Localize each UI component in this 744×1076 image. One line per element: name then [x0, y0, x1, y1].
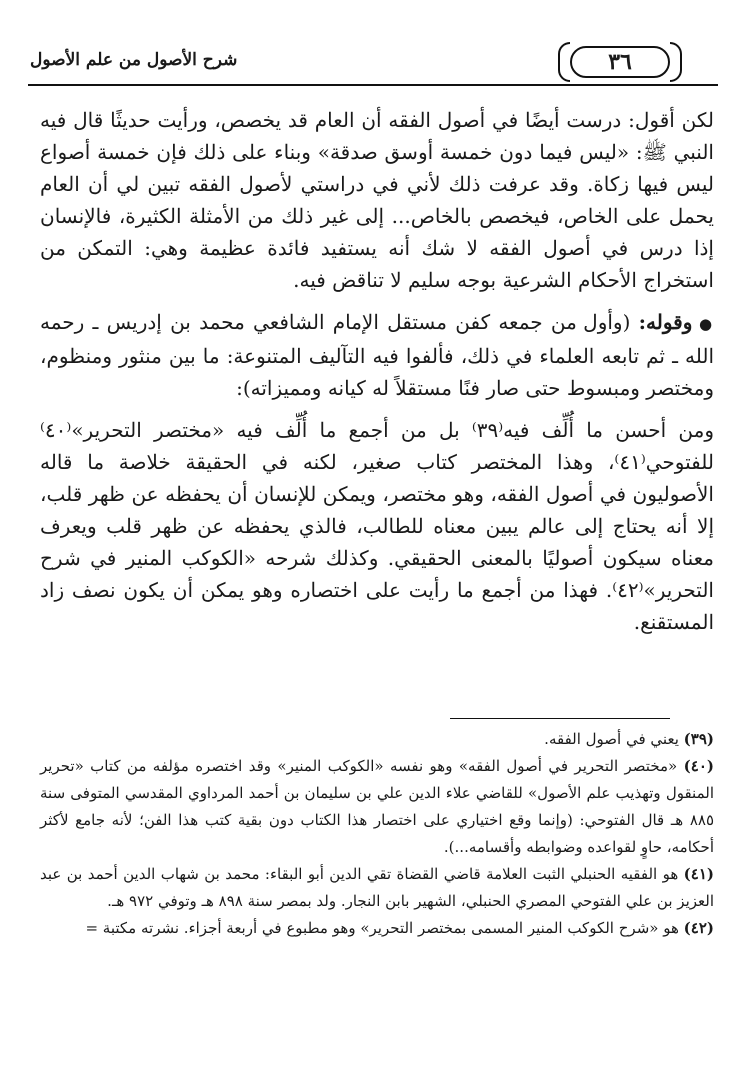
paragraph-2-label: وقوله:: [638, 310, 693, 334]
footnote-text: هو «شرح الكوكب المنير المسمى بمختصر التحرير» وهو مطبوع في أربعة أجزاء. نشرته مكتبة =: [85, 919, 679, 937]
footnote-40: [40, 753, 714, 861]
footnote-separator: [450, 718, 670, 719]
footnote-number: (٤١): [683, 865, 715, 883]
main-text: [40, 104, 714, 648]
paragraph-2-text: (وأول من جمعه كفن مستقل الإمام الشافعي محمد بن إدريس ـ رحمه الله ـ ثم تابعه العلماء في ذلك، فألفوا فيه التآليف المتنوعة: ما بين منثور ومنظوم، ومختصر ومبسوط حتى صار فنًا مستقلاً له كيانه ومميزاته):: [40, 310, 714, 400]
page-header: [0, 0, 744, 92]
footnote-39: [40, 726, 714, 753]
header-rule: [28, 84, 718, 86]
footnote-text: يعني في أصول الفقه.: [544, 730, 679, 748]
footnote-number: (٣٩): [683, 730, 714, 748]
footnote-text: هو الفقيه الحنبلي الثبت العلامة قاضي القضاة تقي الدين أبو البقاء: محمد بن شهاب الدين أحمد بن عبد العزيز بن علي الفتوحي المصري الحنبلي، الشهير بابن النجار. ولد بمصر سنة ٨٩٨ هـ وتوفي ٩٧٢ هـ.: [40, 865, 714, 910]
paragraph-3: ومن أحسن ما أُلِّف فيه⁽٣٩⁾ بل من أجمع ما أُلِّف فيه «مختصر التحرير»⁽٤٠⁾ للفتوحي⁽٤١⁾، وهذا المختصر كتاب صغير، لكنه في الحقيقة خلاصة ما قاله الأصوليون في أصول الفقه، وهو مختصر، ويمكن للإنسان أن يحفظه عن ظهر قلب، إلا أنه يحتاج إلى عالم يبين معناه للطالب، فالذي يحفظه عن ظهر قلب ويعرف معناه سيكون أصوليًا بالمعنى الحقيقي. وكذلك شرحه «الكوكب المنير في شرح التحرير»⁽٤٢⁾. فهذا من أجمع ما رأيت على اختصاره وهو يمكن أن يكون نصف زاد المستقنع.: [40, 418, 714, 634]
paragraph-2: [40, 306, 714, 404]
footnotes: [40, 726, 714, 942]
footnote-number: (٤٠): [683, 757, 714, 775]
page-number: ٣٦: [608, 49, 632, 75]
footnote-42: [40, 915, 714, 942]
paragraph-1: لكن أقول: درست أيضًا في أصول الفقه أن العام قد يخصص، ورأيت حديثًا قال فيه النبي ﷺ: «ليس فيما دون خمسة أوسق صدقة» وبناء على ذلك فإن خمسة أصواع ليس فيها زكاة. وقد عرفت ذلك لأني في دراستي لأصول الفقه تبين لي أن العام يحمل على الخاص، فيخصص بالخاص... إلى غير ذلك من الأمثلة الكثيرة، فالإنسان إذا درس في أصول الفقه لا شك أنه يستفيد فائدة عظيمة وهي: التمكن من استخراج الأحكام الشرعية بوجه سليم لا تناقض فيه.: [40, 108, 714, 292]
running-title: شرح الأصول من علم الأصول: [30, 50, 238, 70]
page-number-badge: [570, 46, 670, 78]
footnote-text: «مختصر التحرير في أصول الفقه» وهو نفسه «الكوكب المنير» وقد اختصره مؤلفه من كتاب «تحرير المنقول وتهذيب علم الأصول» للقاضي علاء الدين علي بن سليمان بن أحمد المرداوي المقدسي المتوفى سنة ٨٨٥ هـ قال الفتوحي: (وإنما وقع اختياري على اختصار هذا الكتاب دون بقية كتب هذا الفن؛ لأنه جامع لأكثر أحكامه، حاوٍ لقواعده وضوابطه وأقسامه...).: [40, 757, 714, 856]
footnote-41: [40, 861, 714, 915]
footnote-number: (٤٢): [683, 919, 714, 937]
